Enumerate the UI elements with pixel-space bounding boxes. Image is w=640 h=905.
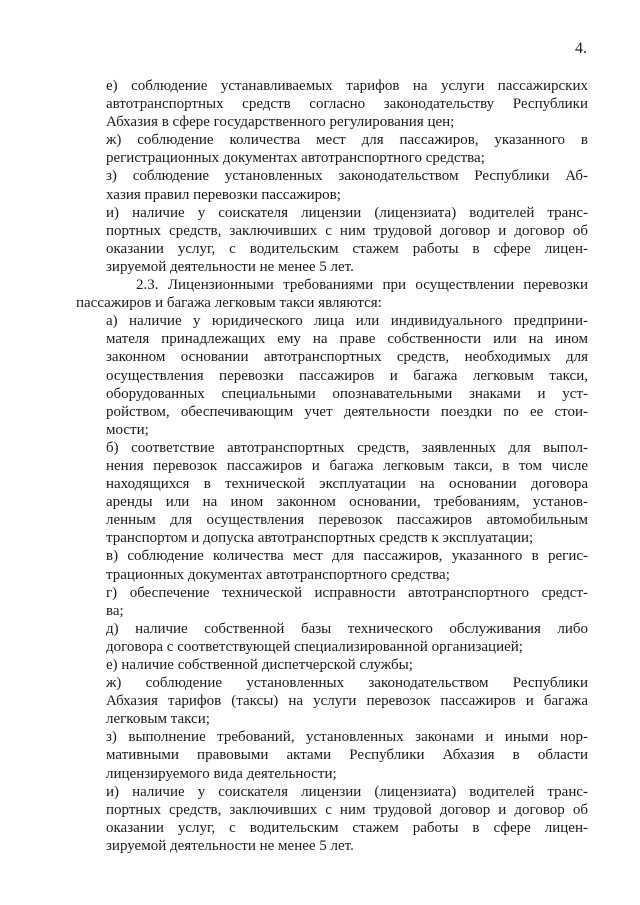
item-z-rules: [106, 167, 588, 203]
text-line: пассажиров и багажа легковым такси являются:: [76, 295, 382, 312]
item-a-vehicles: [106, 312, 588, 439]
item-i-drivers-taxi: [106, 783, 588, 855]
item-i-drivers: [106, 204, 588, 276]
text-line: в) соблюдение количества мест для пассажиров, указанного в регис-: [106, 548, 588, 565]
text-line: мателя принадлежащих ему на праве собственности или на ином: [106, 331, 588, 348]
text-line: автотранспортных средств согласно законодательству Республики: [106, 96, 588, 113]
clause-2-3: [76, 276, 588, 312]
text-line: ж) соблюдение установленных законодательством Республики: [106, 675, 588, 692]
text-line: и) наличие у соискателя лицензии (лицензиата) водителей транс-: [106, 783, 588, 800]
text-line: ж) соблюдение количества мест для пассажиров, указанного в: [106, 132, 588, 149]
item-v-seats: [106, 547, 588, 583]
text-line: транспортом и допуска автотранспортных средств к эксплуатации;: [106, 530, 534, 547]
text-line: хазия правил перевозки пассажиров;: [106, 186, 341, 203]
text-line: аренды или на ином законном основании, требованиям, установ-: [106, 494, 588, 511]
text-line: оказании услуг, с водительским стажем работы в сфере лицен-: [106, 240, 588, 257]
item-zh-seats: [106, 131, 588, 167]
text-line: г) обеспечение технической исправности автотранспортного средст-: [106, 584, 588, 601]
text-line: 2.3. Лицензионными требованиями при осуществлении перевозки: [136, 277, 588, 294]
text-line: трационных документах автотранспортного средства;: [106, 566, 450, 583]
text-line: зируемой деятельности не менее 5 лет.: [106, 258, 354, 275]
text-line: ройством, обеспечивающим учет деятельности поездки по ее стои-: [106, 403, 588, 420]
text-line: з) соблюдение установленных законодательством Республики Аб-: [106, 168, 588, 185]
text-line: и) наличие у соискателя лицензии (лицензиата) водителей транс-: [106, 204, 588, 221]
text-line: оказании услуг, с водительским стажем работы в сфере лицен-: [106, 819, 588, 836]
text-line: з) выполнение требований, установленных законами и иными нор-: [106, 729, 588, 746]
text-line: Абхазия в сфере государственного регулирования цен;: [106, 114, 455, 131]
text-line: договора с соответствующей специализированной организацией;: [106, 638, 523, 655]
item-g-technical: [106, 584, 588, 620]
text-line: ва;: [106, 602, 124, 619]
text-line: е) соблюдение устанавливаемых тарифов на услуги пассажирских: [106, 78, 588, 94]
text-line: нения перевозок пассажиров и багажа легковым такси, в том числе: [106, 457, 588, 474]
text-line: портных средств, заключивших с ним трудовой договор и договор об: [106, 222, 588, 239]
item-e-dispatch: [106, 656, 588, 674]
text-line: мости;: [106, 421, 149, 438]
text-line: зируемой деятельности не менее 5 лет.: [106, 837, 354, 854]
text-line: оборудованных специальными опознавательными знаками и уст-: [106, 385, 588, 402]
text-line: а) наличие у юридического лица или индивидуального предприни-: [106, 313, 588, 330]
text-line: находящихся в технической эксплуатации на основании договора: [106, 476, 588, 493]
text-line: лицензируемого вида деятельности;: [106, 765, 337, 782]
text-line: д) наличие собственной базы технического обслуживания либо: [106, 620, 588, 637]
item-e-tariffs: [106, 77, 588, 131]
item-zh-tariffs: [106, 674, 588, 728]
item-b-compliance: [106, 439, 588, 548]
text-line: Абхазия тарифов (таксы) на услуги перевозок пассажиров и багажа: [106, 693, 588, 710]
text-line: регистрационных документах автотранспортного средства;: [106, 150, 485, 167]
item-d-service-base: [106, 620, 588, 656]
text-line: портных средств, заключивших с ним трудовой договор и договор об: [106, 801, 588, 818]
text-line: ленным для осуществления перевозок пассажиров автомобильным: [106, 512, 588, 529]
document-body: [76, 77, 588, 855]
text-line: осуществления перевозки пассажиров и багажа легковым такси,: [106, 367, 588, 384]
text-line: е) наличие собственной диспетчерской службы;: [106, 657, 413, 673]
item-z-requirements: [106, 728, 588, 782]
text-line: мативными правовыми актами Республики Абхазия в области: [106, 747, 588, 764]
text-line: законном основании автотранспортных средств, необходимых для: [106, 349, 588, 366]
text-line: легковым такси;: [106, 711, 210, 728]
page-number: 4.: [575, 40, 587, 57]
text-line: б) соответствие автотранспортных средств, заявленных для выпол-: [106, 439, 588, 456]
